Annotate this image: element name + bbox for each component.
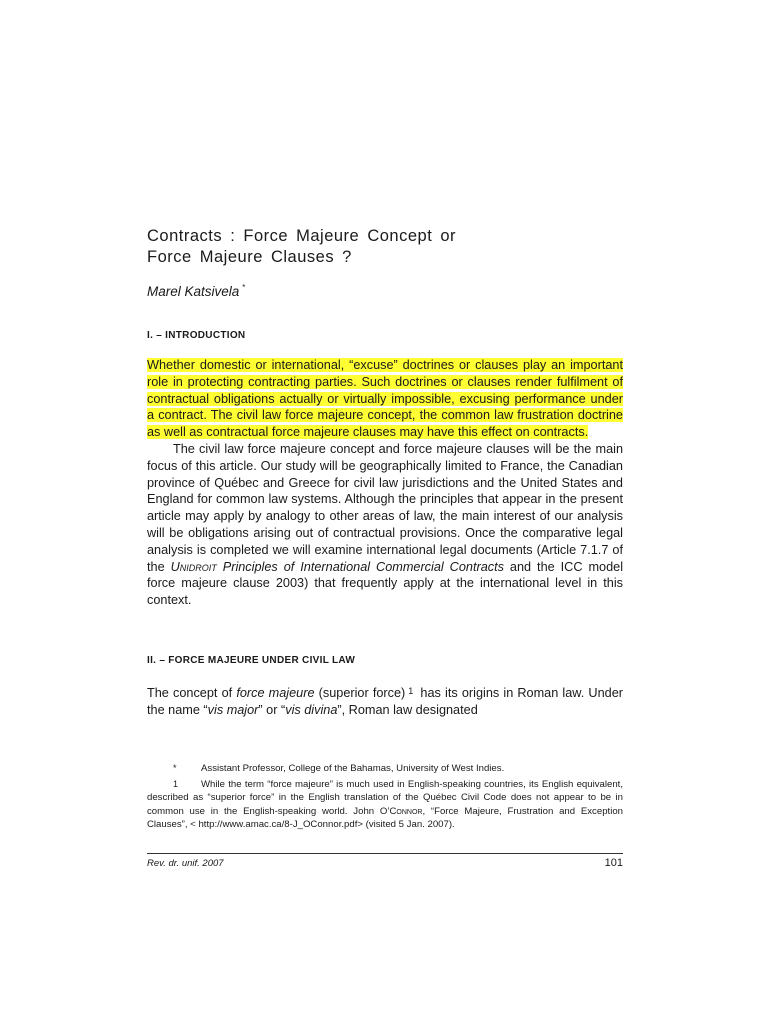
footnotes: [147, 762, 623, 832]
author-footnote-mark[interactable]: *: [242, 283, 246, 292]
civil-law-body: [147, 683, 623, 719]
force-majeure-term: force majeure: [236, 686, 315, 700]
section-heading-introduction: I. – INTRODUCTION: [147, 330, 246, 341]
civil-text-e: ”, Roman law designated: [337, 702, 478, 717]
highlighted-text: Whether domestic or international, “excuse” doctrines or clauses play an important role in protecting contracting parties. Such doctrines or clauses render fulfilment of contractual obligations actually or virtually impossible, excusing performance under a contract. The civil law force majeure concept, the common law frustration doctrine as well as contractual force majeure clauses may have this effect on contracts.: [147, 358, 623, 440]
footnote-1-text-b: , “Force Majeure, Frustration and Exception Clauses”, < http://www.amac.ca/8-J_OConnor.pdf> (visited 5 Jan. 2007).: [147, 805, 623, 830]
author-line: [147, 283, 245, 299]
para2-text-b: and the ICC model force majeure clause 2003) that frequently apply at the international level in this context.: [147, 559, 624, 608]
article-title: [147, 226, 456, 268]
footnote-1-text-a: While the term “force majeure” is much used in English-speaking countries, its English equivalent, described as “superior force” in the English translation of the Québec Civil Code does not appear to be in common use in the English-speaking world. John O’: [147, 778, 623, 817]
footnote-star: [147, 762, 623, 776]
title-line-1: Contracts : Force Majeure Concept or: [147, 227, 457, 245]
footnote-1-author: Connor: [389, 805, 423, 817]
footnote-1: [147, 778, 623, 832]
unidroit-term: Unidroit: [170, 559, 217, 574]
author-name: Marel Katsivela: [147, 284, 240, 299]
intro-paragraph-highlighted: [147, 357, 623, 441]
footnote-star-marker: *: [173, 763, 177, 773]
journal-citation: Rev. dr. unif. 2007: [147, 858, 224, 869]
intro-paragraph-2: [147, 441, 623, 609]
para2-text-a: The civil law force majeure concept and force majeure clauses will be the main focus of this article. Our study will be geographically limited to France, the Canadian province of Québec and Greece for civil law jurisdictions and the United States and England for common law systems. Although the principles that appear in the present article may apply by analogy to other areas of law, the main interest of our analysis will be obligations arising out of contractual provisions. Once the comparative legal analysis is completed we will examine international legal documents (Article 7.1.7 of the: [147, 441, 623, 574]
principles-title: Principles of International Commercial Contracts: [222, 559, 504, 574]
vis-divina-term: vis divina: [285, 702, 338, 717]
footnote-star-text: Assistant Professor, College of the Bahamas, University of West Indies.: [201, 763, 505, 774]
section-heading-civil-law: II. – FORCE MAJEURE UNDER CIVIL LAW: [147, 655, 356, 666]
civil-text-d: ” or “: [258, 702, 286, 717]
title-line-2: Force Majeure Clauses ?: [147, 248, 352, 266]
civil-text-a: The concept of: [147, 686, 237, 700]
civil-law-paragraph: [147, 683, 623, 719]
civil-text-c: has its origins in Roman law. Under the name “: [147, 686, 623, 717]
footnote-1-marker: 1: [173, 778, 179, 789]
page-number: 101: [604, 857, 623, 869]
introduction-body: [147, 357, 623, 609]
footer-divider: [147, 853, 623, 854]
footnote-ref-1[interactable]: 1: [408, 686, 414, 696]
civil-text-b: (superior force): [314, 686, 406, 700]
vis-major-term: vis major: [207, 702, 259, 717]
